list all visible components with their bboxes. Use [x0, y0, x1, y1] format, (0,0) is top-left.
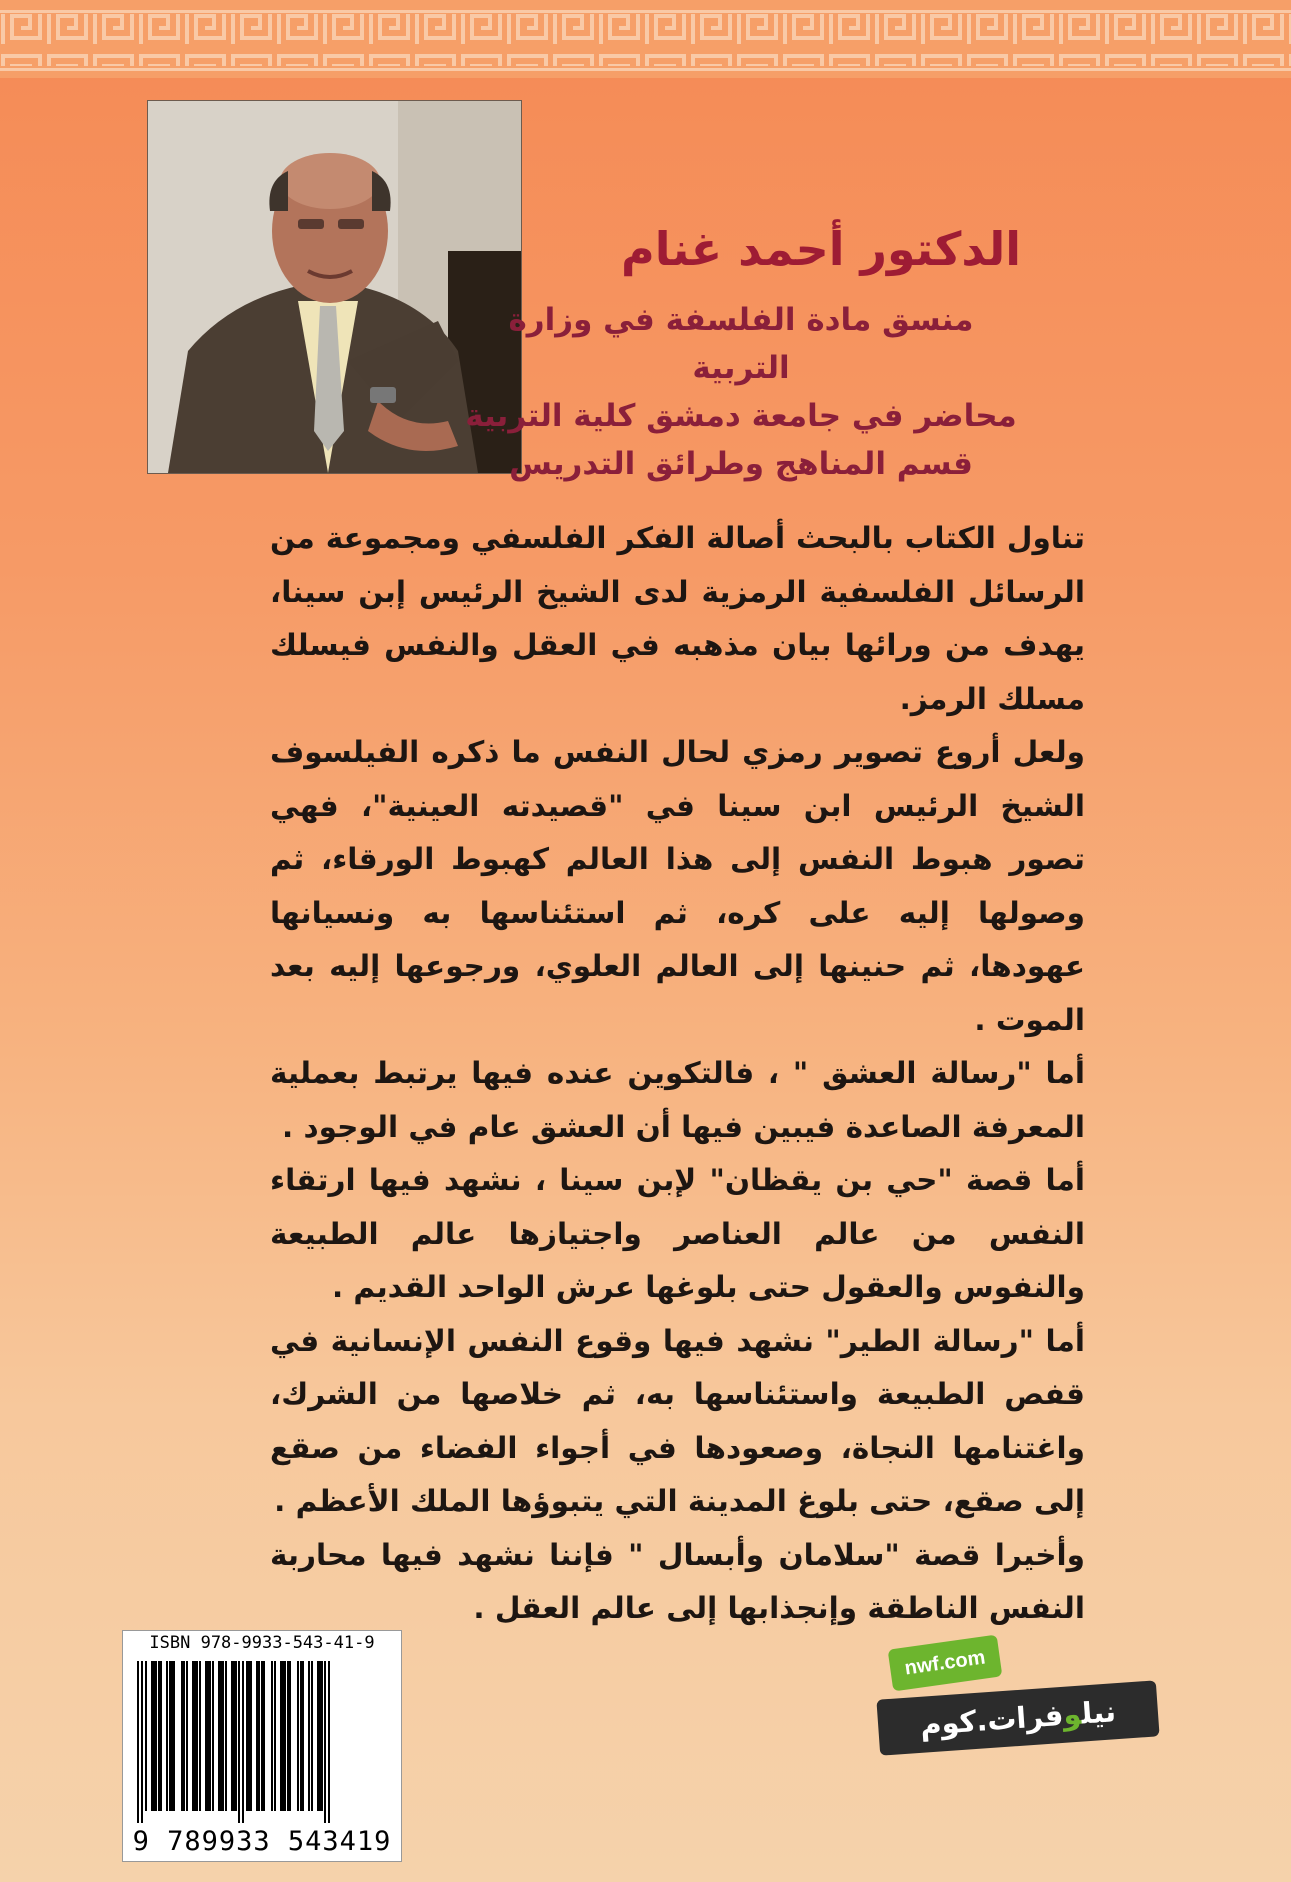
publisher-name-part: و: [1062, 1696, 1083, 1732]
barcode-bar: [158, 1661, 162, 1811]
barcode-digits: 9 789933 543419: [132, 1826, 392, 1857]
blurb-paragraph: أما "رسالة العشق " ، فالتكوين عنده فيها يرتبط بعملية المعرفة الصاعدة فيبين فيها أن العشق عام في الوجود .: [270, 1056, 1085, 1144]
barcode-bar: [192, 1661, 198, 1811]
barcode-bar: [151, 1661, 157, 1811]
barcode-bar: [242, 1661, 244, 1823]
barcode-bar: [271, 1661, 273, 1811]
barcode-bar: [324, 1661, 326, 1823]
barcode-bar: [181, 1661, 185, 1811]
decorative-border: [0, 0, 1291, 78]
barcode-bar: [261, 1661, 265, 1811]
blurb-paragraph: أما "رسالة الطير" نشهد فيها وقوع النفس الإنسانية في قفص الطبيعة واستئناسها به، ثم خلاصها من الشرك، واغتنامها النجاة، وصعودها في أجواء الفضاء من صقع إلى صقع، حتى بلوغ المدينة التي يتبوؤها الملك الأعظم .: [270, 1323, 1085, 1518]
publisher-tag: nwf.com: [888, 1635, 1003, 1692]
barcode-bar: [199, 1661, 201, 1811]
barcode-bar: [308, 1661, 310, 1811]
barcode-icon: [135, 1661, 389, 1823]
author-name: الدكتور أحمد غنام: [620, 222, 1021, 276]
barcode-bar: [166, 1661, 168, 1811]
barcode-bar: [169, 1661, 175, 1811]
barcode-bar: [297, 1661, 299, 1811]
author-roles: [461, 296, 1021, 488]
barcode-bar: [212, 1661, 214, 1811]
author-role: قسم المناهج وطرائق التدريس: [509, 446, 973, 482]
blurb-paragraph: تناول الكتاب بالبحث أصالة الفكر الفلسفي ومجموعة من الرسائل الفلسفية الرمزية لدى الشيخ الرئيس إبن سينا، يهدف من ورائها بيان مذهبه في العقل والنفس فيسلك مسلك الرمز.: [270, 521, 1085, 716]
barcode-bar: [246, 1661, 252, 1811]
barcode-bar: [238, 1661, 240, 1823]
barcode-bar: [225, 1661, 227, 1811]
book-blurb: [270, 512, 1085, 1636]
barcode-bar: [274, 1661, 276, 1811]
greek-key-icon: [0, 0, 1291, 78]
barcode-bar: [256, 1661, 260, 1811]
barcode-bar: [218, 1661, 224, 1811]
barcode-bar: [287, 1661, 291, 1811]
barcode-bar: [186, 1661, 188, 1811]
barcode-bar: [300, 1661, 304, 1811]
barcode-bar: [145, 1661, 147, 1811]
barcode-bar: [205, 1661, 211, 1811]
barcode-bar: [328, 1661, 330, 1823]
publisher-name: [876, 1680, 1159, 1755]
author-role: منسق مادة الفلسفة في وزارة التربية: [508, 302, 974, 386]
publisher-logo: [878, 1642, 1168, 1752]
barcode-bar: [280, 1661, 286, 1811]
barcode-bar: [141, 1661, 143, 1823]
blurb-paragraph: أما قصة "حي بن يقظان" لإبن سينا ، نشهد فيها ارتقاء النفس من عالم العناصر واجتيازها عالم الطبيعة والنفوس والعقول حتى بلوغها عرش الواحد القديم .: [270, 1163, 1085, 1304]
barcode-bar: [137, 1661, 139, 1823]
blurb-paragraph: ولعل أروع تصوير رمزي لحال النفس ما ذكره الفيلسوف الشيخ الرئيس ابن سينا في "قصيدته العينية"، فهي تصور هبوط النفس إلى هذا العالم كهبوط الورقاء، ثم وصولها إليه على كره، ثم استئناسها به ونسيانها عهودها، ثم حنينها إلى العالم العلوي، ورجوعها إليه بعد الموت .: [270, 735, 1085, 1037]
author-role: محاضر في جامعة دمشق كلية التربية: [465, 398, 1017, 434]
barcode-bar: [317, 1661, 323, 1811]
publisher-name-part: فرات.كوم: [918, 1697, 1065, 1742]
publisher-name-part: نيل: [1080, 1694, 1118, 1731]
blurb-paragraph: وأخيرا قصة "سلامان وأبسال " فإننا نشهد فيها محاربة النفس الناطقة وإنجذابها إلى عالم العقل .: [270, 1537, 1085, 1625]
isbn-barcode-box: [122, 1630, 402, 1862]
barcode-bar: [311, 1661, 313, 1811]
barcode-bar: [231, 1661, 237, 1811]
isbn-label: ISBN 978-9933-543-41-9: [149, 1633, 375, 1653]
